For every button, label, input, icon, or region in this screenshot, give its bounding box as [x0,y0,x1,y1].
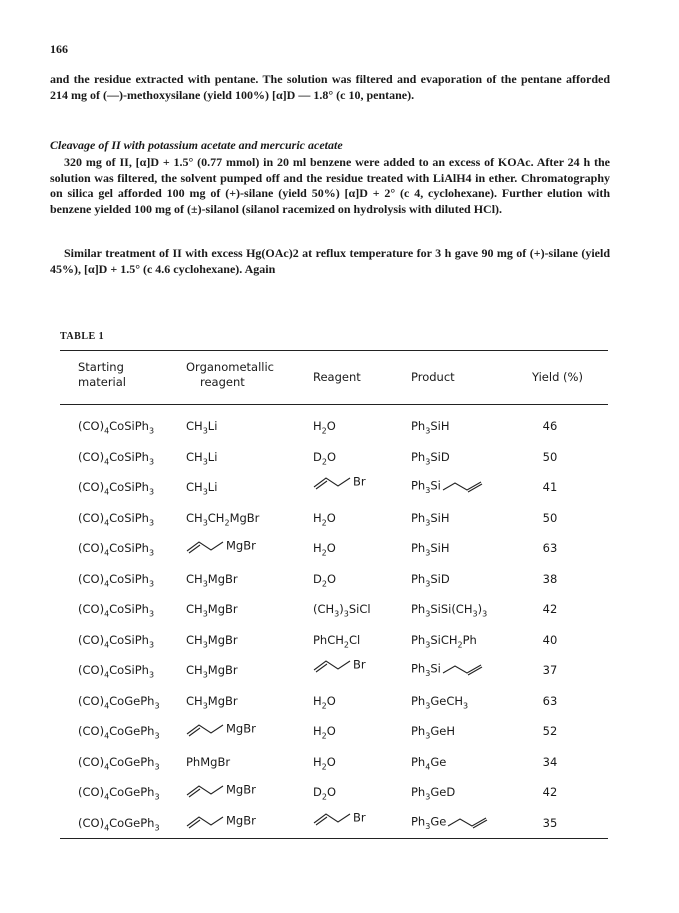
cell-yield: 50 [542,510,558,525]
cell-starting-material: $(CO)_4CoGePh_3$ [78,815,160,832]
cell-reagent: $H_2O$ [313,510,336,527]
table-label: TABLE 1 [60,331,105,342]
cell-product: $Ph_3Si$ [411,661,485,678]
cell-yield: 52 [542,724,558,738]
section-heading: Cleavage of II with potassium acetate and mercuric acetate [50,138,343,152]
header-organo-line1: Organometallic [186,360,274,374]
cell-organometallic-reagent: PhMgBr [186,754,231,769]
cell-reagent: $H_2O$ [313,693,336,710]
table-top-rule [60,350,608,351]
cell-reagent: $(CH_3)_3SiCl$ [313,602,371,619]
cell-product: $Ph_3SiH$ [411,541,450,558]
cell-reagent: $D_2O$ [313,571,337,588]
header-organo-line2: reagent [200,375,245,389]
cell-reagent: $D_2O$ [313,449,337,466]
cell-starting-material: $(CO)_4CoSiPh_3$ [78,449,155,466]
header-starting-line1: Starting [78,360,124,374]
cell-product: $Ph_3GeD$ [411,785,456,802]
cell-reagent: PhCH$_2$Cl [313,632,361,649]
paragraph-similar-treatment [50,246,610,277]
cell-reagent: $H_2O$ [313,754,336,771]
cell-product: $Ph_3Ge$ [411,814,490,831]
cell-yield: 34 [542,754,558,769]
cell-yield: 38 [542,571,558,586]
cell-product: $Ph_3GeH$ [411,724,455,741]
cell-yield: 37 [542,663,558,677]
cell-organometallic-reagent: $CH_3Li$ [186,480,218,497]
header-organometallic-reagent [186,360,274,390]
paragraph-3-text: Similar treatment of II with excess Hg(OAc)2 at reflux temperature for 3 h gave 90 mg of (+)-silane (yield 45%), [α]D + 1.5° (c 4.6 cyclohexane). Again [50,246,610,276]
cell-yield: 63 [542,693,558,708]
cell-starting-material: $(CO)_4CoSiPh_3$ [78,571,155,588]
table-header [60,360,608,400]
cell-reagent: Br [313,657,366,673]
cell-organometallic-reagent: $CH_3Li$ [186,419,218,436]
cell-starting-material: $(CO)_4CoSiPh_3$ [78,663,155,680]
cell-product: $Ph_3Si$ [411,478,485,495]
cell-yield: 46 [542,419,558,433]
cell-reagent: $H_2O$ [313,419,336,436]
paragraph-methoxysilane [50,72,610,103]
cell-organometallic-reagent: MgBr [186,782,256,798]
cell-organometallic-reagent: $CH_3MgBr$ [186,571,238,588]
cell-product: $Ph_4Ge$ [411,754,447,771]
cell-starting-material: $(CO)_4CoGePh_3$ [78,754,160,771]
cell-starting-material: $(CO)_4CoSiPh_3$ [78,419,155,436]
cell-starting-material: $(CO)_4CoSiPh_3$ [78,510,155,527]
cell-yield: 42 [542,785,558,799]
cell-product: $Ph_3SiH$ [411,419,450,436]
cell-organometallic-reagent: $CH_3MgBr$ [186,693,238,710]
cell-organometallic-reagent: MgBr [186,813,256,829]
cell-organometallic-reagent: $CH_3MgBr$ [186,632,238,649]
cell-yield: 40 [542,632,558,647]
header-yield: Yield (%) [532,370,583,384]
cell-organometallic-reagent: $CH_3MgBr$ [186,663,238,680]
cell-reagent: $H_2O$ [313,541,336,558]
header-starting-line2: material [78,375,126,389]
cell-reagent: Br [313,810,366,826]
cell-organometallic-reagent: MgBr [186,721,256,737]
cell-starting-material: $(CO)_4CoSiPh_3$ [78,541,155,558]
cell-product: $Ph_3GeCH_3$ [411,693,469,710]
cell-yield: 50 [542,449,558,464]
header-reagent: Reagent [313,370,361,384]
paragraph-cleavage [50,155,610,217]
cell-starting-material: $(CO)_4CoGePh_3$ [78,693,160,710]
cell-starting-material: $(CO)_4CoGePh_3$ [78,724,160,741]
cell-organometallic-reagent: MgBr [186,538,256,554]
cell-product: $Ph_3SiCH_2Ph$ [411,632,477,649]
paragraph-1-text: and the residue extracted with pentane. The solution was filtered and evaporation of the pentane afforded 214 mg of (—)-methoxysilane (yield 100%) [α]D — 1.8° (c 10, pentane). [50,72,610,102]
cell-starting-material: $(CO)_4CoSiPh_3$ [78,480,155,497]
cell-product: $Ph_3SiD$ [411,571,450,588]
cell-starting-material: $(CO)_4CoGePh_3$ [78,785,160,802]
cell-yield: 63 [542,541,558,555]
cell-starting-material: $(CO)_4CoSiPh_3$ [78,632,155,649]
cell-organometallic-reagent: $CH_3MgBr$ [186,602,238,619]
cell-yield: 41 [542,480,558,494]
cell-reagent: $D_2O$ [313,785,337,802]
cell-reagent: $H_2O$ [313,724,336,741]
cell-product: $Ph_3SiD$ [411,449,450,466]
header-starting-material [78,360,126,390]
table-header-rule [60,404,608,405]
header-product: Product [411,370,455,384]
cell-yield: 42 [542,602,558,616]
page-number: 166 [50,42,68,56]
cell-starting-material: $(CO)_4CoSiPh_3$ [78,602,155,619]
table-bottom-rule [60,838,608,839]
cell-product: $Ph_3SiSi(CH_3)_3$ [411,602,488,619]
cell-yield: 35 [542,815,558,830]
cell-reagent: Br [313,474,366,490]
paragraph-2-text: 320 mg of II, [α]D + 1.5° (0.77 mmol) in 20 ml benzene were added to an excess of KOAc. After 24 h the solution was filtered, the solvent pumped off and the residue treated with LiAlH4 in ether. Chromatography on silica gel afforded 100 mg of (+)-silane (yield 50%) [α]D + 2° (c 4, cyclohexane). Further elution with benzene yielded 100 mg of (±)-silanol (silanol racemized on hydrolysis with diluted HCl). [50,155,610,216]
cell-product: $Ph_3SiH$ [411,510,450,527]
cell-organometallic-reagent: $CH_3Li$ [186,449,218,466]
cell-organometallic-reagent: $CH_3CH_2MgBr$ [186,510,260,527]
